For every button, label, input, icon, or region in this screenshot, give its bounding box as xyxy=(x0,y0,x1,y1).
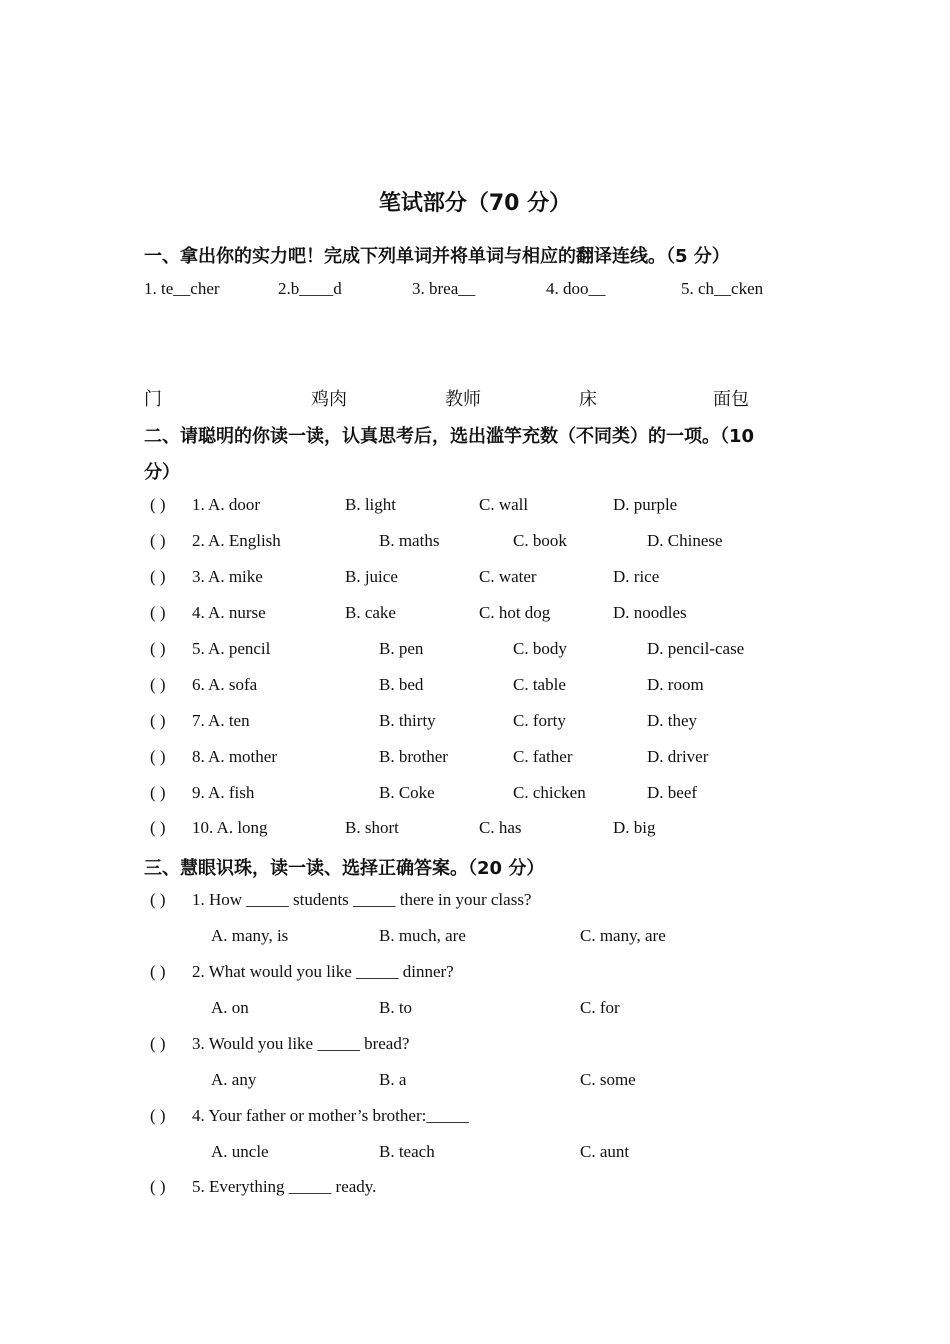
option-d: D. room xyxy=(647,675,704,694)
question-option-a: 1. A. door xyxy=(192,495,260,514)
option-c: C. forty xyxy=(513,711,566,730)
question-option-a: 4. A. nurse xyxy=(192,603,266,622)
answer-blank[interactable]: ( ) xyxy=(150,675,166,694)
section-2-heading-cont: 分） xyxy=(144,462,180,483)
option-c: C. aunt xyxy=(580,1142,630,1161)
option-c: C. chicken xyxy=(513,783,586,802)
option-c: C. has xyxy=(479,818,522,837)
option-b: B. brother xyxy=(379,747,448,766)
option-a: A. on xyxy=(211,998,249,1017)
answer-blank[interactable]: ( ) xyxy=(150,818,166,837)
question-option-a: 8. A. mother xyxy=(192,747,277,766)
question-text: 3. Would you like _____ bread? xyxy=(192,1034,410,1053)
answer-blank[interactable]: ( ) xyxy=(150,531,166,550)
option-c: C. book xyxy=(513,531,567,550)
answer-blank[interactable]: ( ) xyxy=(150,495,166,514)
question-option-a: 5. A. pencil xyxy=(192,639,271,658)
option-b: B. light xyxy=(345,495,397,514)
option-c: C. some xyxy=(580,1070,636,1089)
word-item: 5. ch__cken xyxy=(681,279,764,298)
option-b: B. cake xyxy=(345,603,396,622)
option-a: A. many, is xyxy=(211,926,289,945)
option-c: C. table xyxy=(513,675,566,694)
translation-item: 鸡肉 xyxy=(311,389,347,410)
section-3-heading: 三、慧眼识珠，读一读、选择正确答案。（20 分） xyxy=(144,858,545,879)
answer-blank[interactable]: ( ) xyxy=(150,567,166,586)
option-b: B. pen xyxy=(379,639,424,658)
option-b: B. much, are xyxy=(379,926,466,945)
option-c: C. many, are xyxy=(580,926,666,945)
translation-item: 门 xyxy=(144,389,162,410)
option-c: C. hot dog xyxy=(479,603,551,622)
translation-item: 教师 xyxy=(445,389,481,410)
option-d: D. big xyxy=(613,818,656,837)
option-c: C. for xyxy=(580,998,620,1017)
question-text: 1. How _____ students _____ there in your class? xyxy=(192,890,532,909)
section-1-heading: 一、拿出你的实力吧！完成下列单词并将单词与相应的翻译连线。（5 分） xyxy=(144,246,730,267)
answer-blank[interactable]: ( ) xyxy=(150,747,166,766)
word-item: 1. te__cher xyxy=(144,279,220,298)
answer-blank[interactable]: ( ) xyxy=(150,603,166,622)
option-d: D. beef xyxy=(647,783,698,802)
word-item: 3. brea__ xyxy=(412,279,476,298)
section-2-heading: 二、请聪明的你读一读，认真思考后，选出滥竽充数（不同类）的一项。（10 xyxy=(144,426,755,447)
option-d: D. Chinese xyxy=(647,531,723,550)
question-option-a: 9. A. fish xyxy=(192,783,255,802)
option-d: D. pencil-case xyxy=(647,639,745,658)
option-d: D. rice xyxy=(613,567,660,586)
option-a: A. any xyxy=(211,1070,257,1089)
option-b: B. a xyxy=(379,1070,407,1089)
option-a: A. uncle xyxy=(211,1142,269,1161)
option-d: D. purple xyxy=(613,495,678,514)
option-b: B. Coke xyxy=(379,783,435,802)
question-option-a: 2. A. English xyxy=(192,531,281,550)
answer-blank[interactable]: ( ) xyxy=(150,890,166,909)
option-d: D. they xyxy=(647,711,698,730)
option-d: D. noodles xyxy=(613,603,687,622)
answer-blank[interactable]: ( ) xyxy=(150,962,166,981)
option-b: B. teach xyxy=(379,1142,435,1161)
option-b: B. short xyxy=(345,818,399,837)
answer-blank[interactable]: ( ) xyxy=(150,1034,166,1053)
question-option-a: 10. A. long xyxy=(192,818,268,837)
option-b: B. juice xyxy=(345,567,398,586)
option-b: B. thirty xyxy=(379,711,436,730)
option-b: B. bed xyxy=(379,675,424,694)
answer-blank[interactable]: ( ) xyxy=(150,711,166,730)
question-option-a: 3. A. mike xyxy=(192,567,263,586)
option-d: D. driver xyxy=(647,747,709,766)
option-b: B. maths xyxy=(379,531,440,550)
page-title: 笔试部分（70 分） xyxy=(378,191,572,216)
question-option-a: 6. A. sofa xyxy=(192,675,258,694)
question-text: 2. What would you like _____ dinner? xyxy=(192,962,454,981)
word-item: 2.b____d xyxy=(278,279,342,298)
answer-blank[interactable]: ( ) xyxy=(150,783,166,802)
translation-item: 床 xyxy=(579,389,597,410)
answer-blank[interactable]: ( ) xyxy=(150,639,166,658)
question-text: 4. Your father or mother’s brother:_____ xyxy=(192,1106,469,1125)
option-b: B. to xyxy=(379,998,413,1017)
option-c: C. father xyxy=(513,747,573,766)
option-c: C. water xyxy=(479,567,537,586)
answer-blank[interactable]: ( ) xyxy=(150,1106,166,1125)
option-c: C. body xyxy=(513,639,567,658)
word-item: 4. doo__ xyxy=(546,279,606,298)
answer-blank[interactable]: ( ) xyxy=(150,1177,166,1196)
translation-item: 面包 xyxy=(713,389,749,410)
question-text: 5. Everything _____ ready. xyxy=(192,1177,377,1196)
question-option-a: 7. A. ten xyxy=(192,711,250,730)
option-c: C. wall xyxy=(479,495,529,514)
